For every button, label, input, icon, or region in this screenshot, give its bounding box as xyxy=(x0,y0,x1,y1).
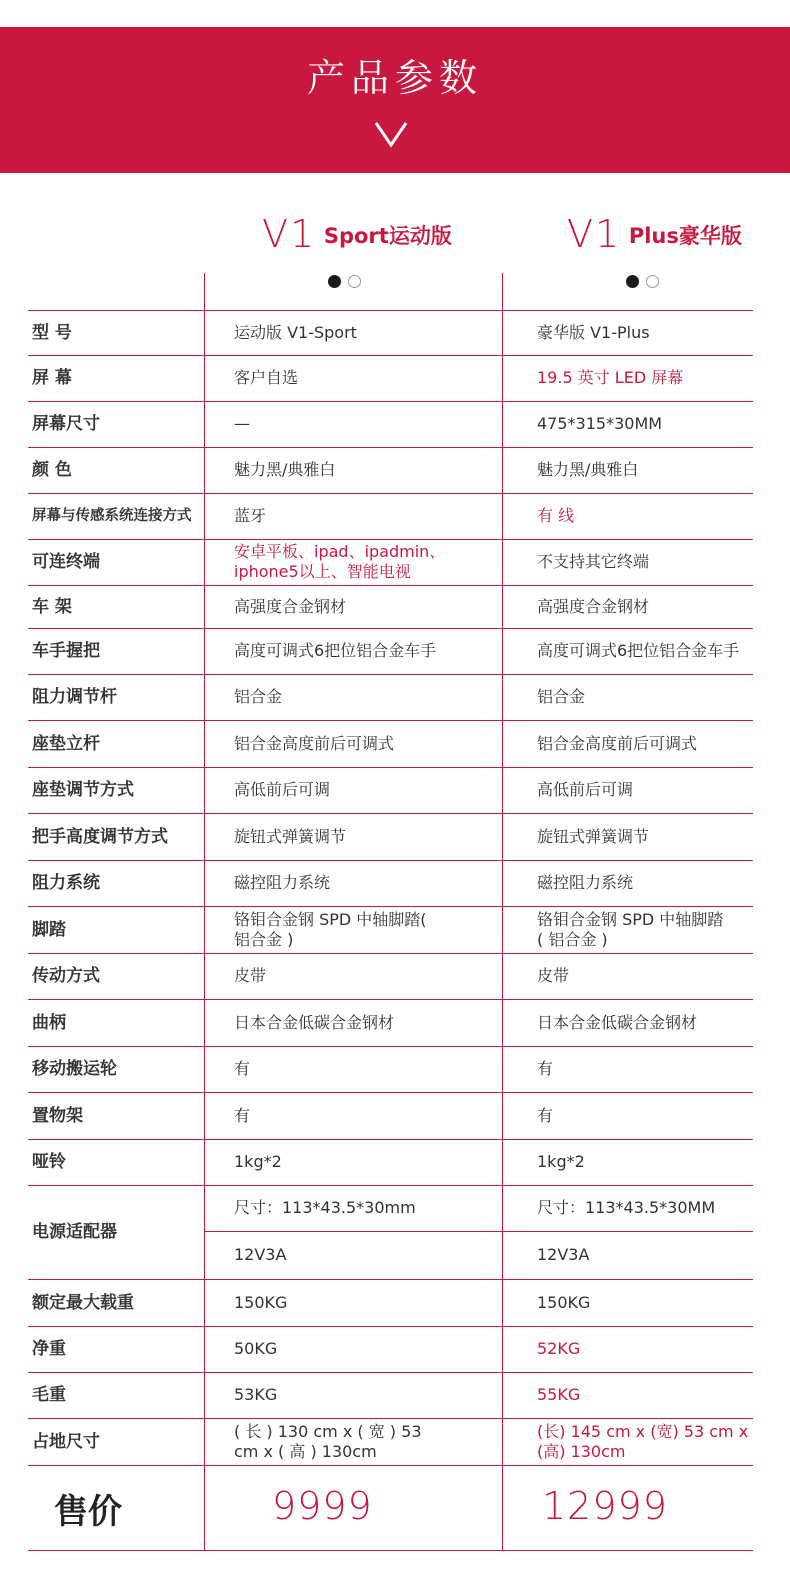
cell-sport: 客户自选 xyxy=(234,368,299,387)
row-label: 阻力系统 xyxy=(32,873,100,893)
row-label: 屏幕尺寸 xyxy=(32,414,100,434)
row-label: 额定最大载重 xyxy=(32,1292,134,1313)
cell-plus: 铬钼合金钢 SPD 中轴脚踏( 铝合金 ) xyxy=(537,909,724,949)
cell-plus: 52KG xyxy=(537,1339,581,1358)
cell-sport: 安卓平板、ipad、ipadmin、iphone5以上、智能电视 xyxy=(234,542,446,581)
row-label: 颜 色 xyxy=(32,460,72,480)
row-divider xyxy=(28,1465,753,1466)
cell-sport: 魅力黑/典雅白 xyxy=(234,460,336,479)
color-swatches-plus xyxy=(626,273,666,287)
cell-sport: 日本合金低碳合金钢材 xyxy=(234,1012,395,1032)
row-label: 脚踏 xyxy=(32,919,66,940)
cell-plus: 魅力黑/典雅白 xyxy=(537,460,639,479)
cell-sport: 皮带 xyxy=(234,966,267,985)
row-label: 把手高度调节方式 xyxy=(32,826,168,847)
row-label: 传动方式 xyxy=(32,966,100,986)
cell-plus: 高度可调式6把位铝合金车手 xyxy=(537,641,740,660)
chevron-down-icon[interactable] xyxy=(373,119,409,151)
cell-sport: ( 长 ) 130 cm x ( 宽 ) 53 cm x ( 高 ) 130cm xyxy=(234,1421,422,1461)
model-name: V1 xyxy=(262,212,317,256)
cell-sport: 铬钼合金钢 SPD 中轴脚踏( 铝合金 ) xyxy=(234,909,427,949)
cell-plus: 尺寸：113*43.5*30MM xyxy=(537,1198,716,1217)
cell-sport: 高低前后可调 xyxy=(234,780,331,799)
cell-sport: 50KG xyxy=(234,1339,278,1358)
row-label: 屏 幕 xyxy=(32,368,72,388)
row-label: 阻力调节杆 xyxy=(32,687,117,707)
cell-sport: 磁控阻力系统 xyxy=(234,873,331,892)
header-banner xyxy=(0,27,790,173)
cell-sport: 铝合金高度前后可调式 xyxy=(234,733,395,753)
cell-plus: 铝合金高度前后可调式 xyxy=(537,733,698,753)
white-swatch-icon[interactable] xyxy=(646,275,659,288)
cell-sport: 铝合金 xyxy=(234,687,283,706)
row-label: 移动搬运轮 xyxy=(32,1059,117,1079)
cell-sport: 1kg*2 xyxy=(234,1152,282,1171)
column-header-sport xyxy=(262,212,452,256)
column-divider xyxy=(502,273,503,1550)
cell-plus: 有 xyxy=(537,1059,554,1078)
cell-sport: 高度可调式6把位铝合金车手 xyxy=(234,641,437,660)
cell-sport: 高强度合金钢材 xyxy=(234,596,347,616)
cell-plus: 皮带 xyxy=(537,966,570,985)
cell-plus: 旋钮式弹簧调节 xyxy=(537,826,650,846)
cell-sport: 有 xyxy=(234,1059,251,1078)
row-divider xyxy=(28,1550,753,1551)
cell-plus: 有 xyxy=(537,1105,554,1125)
edition-name: Plus豪华版 xyxy=(628,224,742,248)
cell-sport: 运动版 V1-Sport xyxy=(234,322,357,342)
cell-plus: 不支持其它终端 xyxy=(537,552,650,571)
price-plus: 12999 xyxy=(542,1484,668,1528)
row-label: 置物架 xyxy=(32,1105,83,1126)
cell-sport: 12V3A xyxy=(234,1245,287,1264)
black-swatch-icon[interactable] xyxy=(328,275,341,288)
row-label: 曲柄 xyxy=(32,1012,66,1033)
row-label: 占地尺寸 xyxy=(32,1431,100,1452)
cell-plus: 磁控阻力系统 xyxy=(537,873,634,892)
cell-plus: 高低前后可调 xyxy=(537,780,634,799)
edition-name: Sport运动版 xyxy=(323,224,452,248)
cell-plus: 高强度合金钢材 xyxy=(537,596,650,616)
row-label: 车手握把 xyxy=(32,641,100,661)
cell-sport: 旋钮式弹簧调节 xyxy=(234,826,347,846)
row-label: 座垫立杆 xyxy=(32,733,100,754)
page-title: 产品参数 xyxy=(306,56,483,100)
row-label: 毛重 xyxy=(32,1385,66,1405)
price-sport: 9999 xyxy=(272,1484,373,1528)
cell-plus: (长) 145 cm x (宽) 53 cm x (高) 130cm xyxy=(537,1421,749,1461)
cell-sport: 尺寸：113*43.5*30mm xyxy=(234,1198,416,1217)
row-label: 电源适配器 xyxy=(32,1222,117,1242)
row-label: 座垫调节方式 xyxy=(32,780,134,800)
cell-plus: 1kg*2 xyxy=(537,1152,585,1171)
cell-plus: 150KG xyxy=(537,1292,591,1312)
row-label: 净重 xyxy=(32,1339,66,1359)
row-label: 车 架 xyxy=(32,596,72,617)
cell-sport: 有 xyxy=(234,1105,251,1125)
row-label: 屏幕与传感系统连接方式 xyxy=(32,508,192,524)
cell-sport: 53KG xyxy=(234,1385,278,1404)
column-divider xyxy=(204,273,205,1550)
cell-plus: 有 线 xyxy=(537,506,575,525)
cell-sport: 蓝牙 xyxy=(234,506,267,525)
cell-sport: 150KG xyxy=(234,1292,288,1312)
model-name: V1 xyxy=(567,212,622,256)
white-swatch-icon[interactable] xyxy=(348,275,361,288)
row-label: 可连终端 xyxy=(32,552,100,572)
cell-plus: 日本合金低碳合金钢材 xyxy=(537,1012,698,1032)
cell-plus: 豪华版 V1-Plus xyxy=(537,322,650,342)
cell-plus: 55KG xyxy=(537,1385,581,1404)
row-label: 哑铃 xyxy=(32,1152,66,1172)
cell-plus: 12V3A xyxy=(537,1245,590,1264)
column-header-plus xyxy=(567,212,742,256)
cell-sport: — xyxy=(234,414,250,433)
row-label: 型 号 xyxy=(32,322,72,343)
cell-plus: 19.5 英寸 LED 屏幕 xyxy=(537,368,684,387)
color-swatches-sport xyxy=(328,273,368,287)
cell-plus: 铝合金 xyxy=(537,687,586,706)
black-swatch-icon[interactable] xyxy=(626,275,639,288)
cell-plus: 475*315*30MM xyxy=(537,414,663,433)
price-label: 售价 xyxy=(54,1492,122,1532)
